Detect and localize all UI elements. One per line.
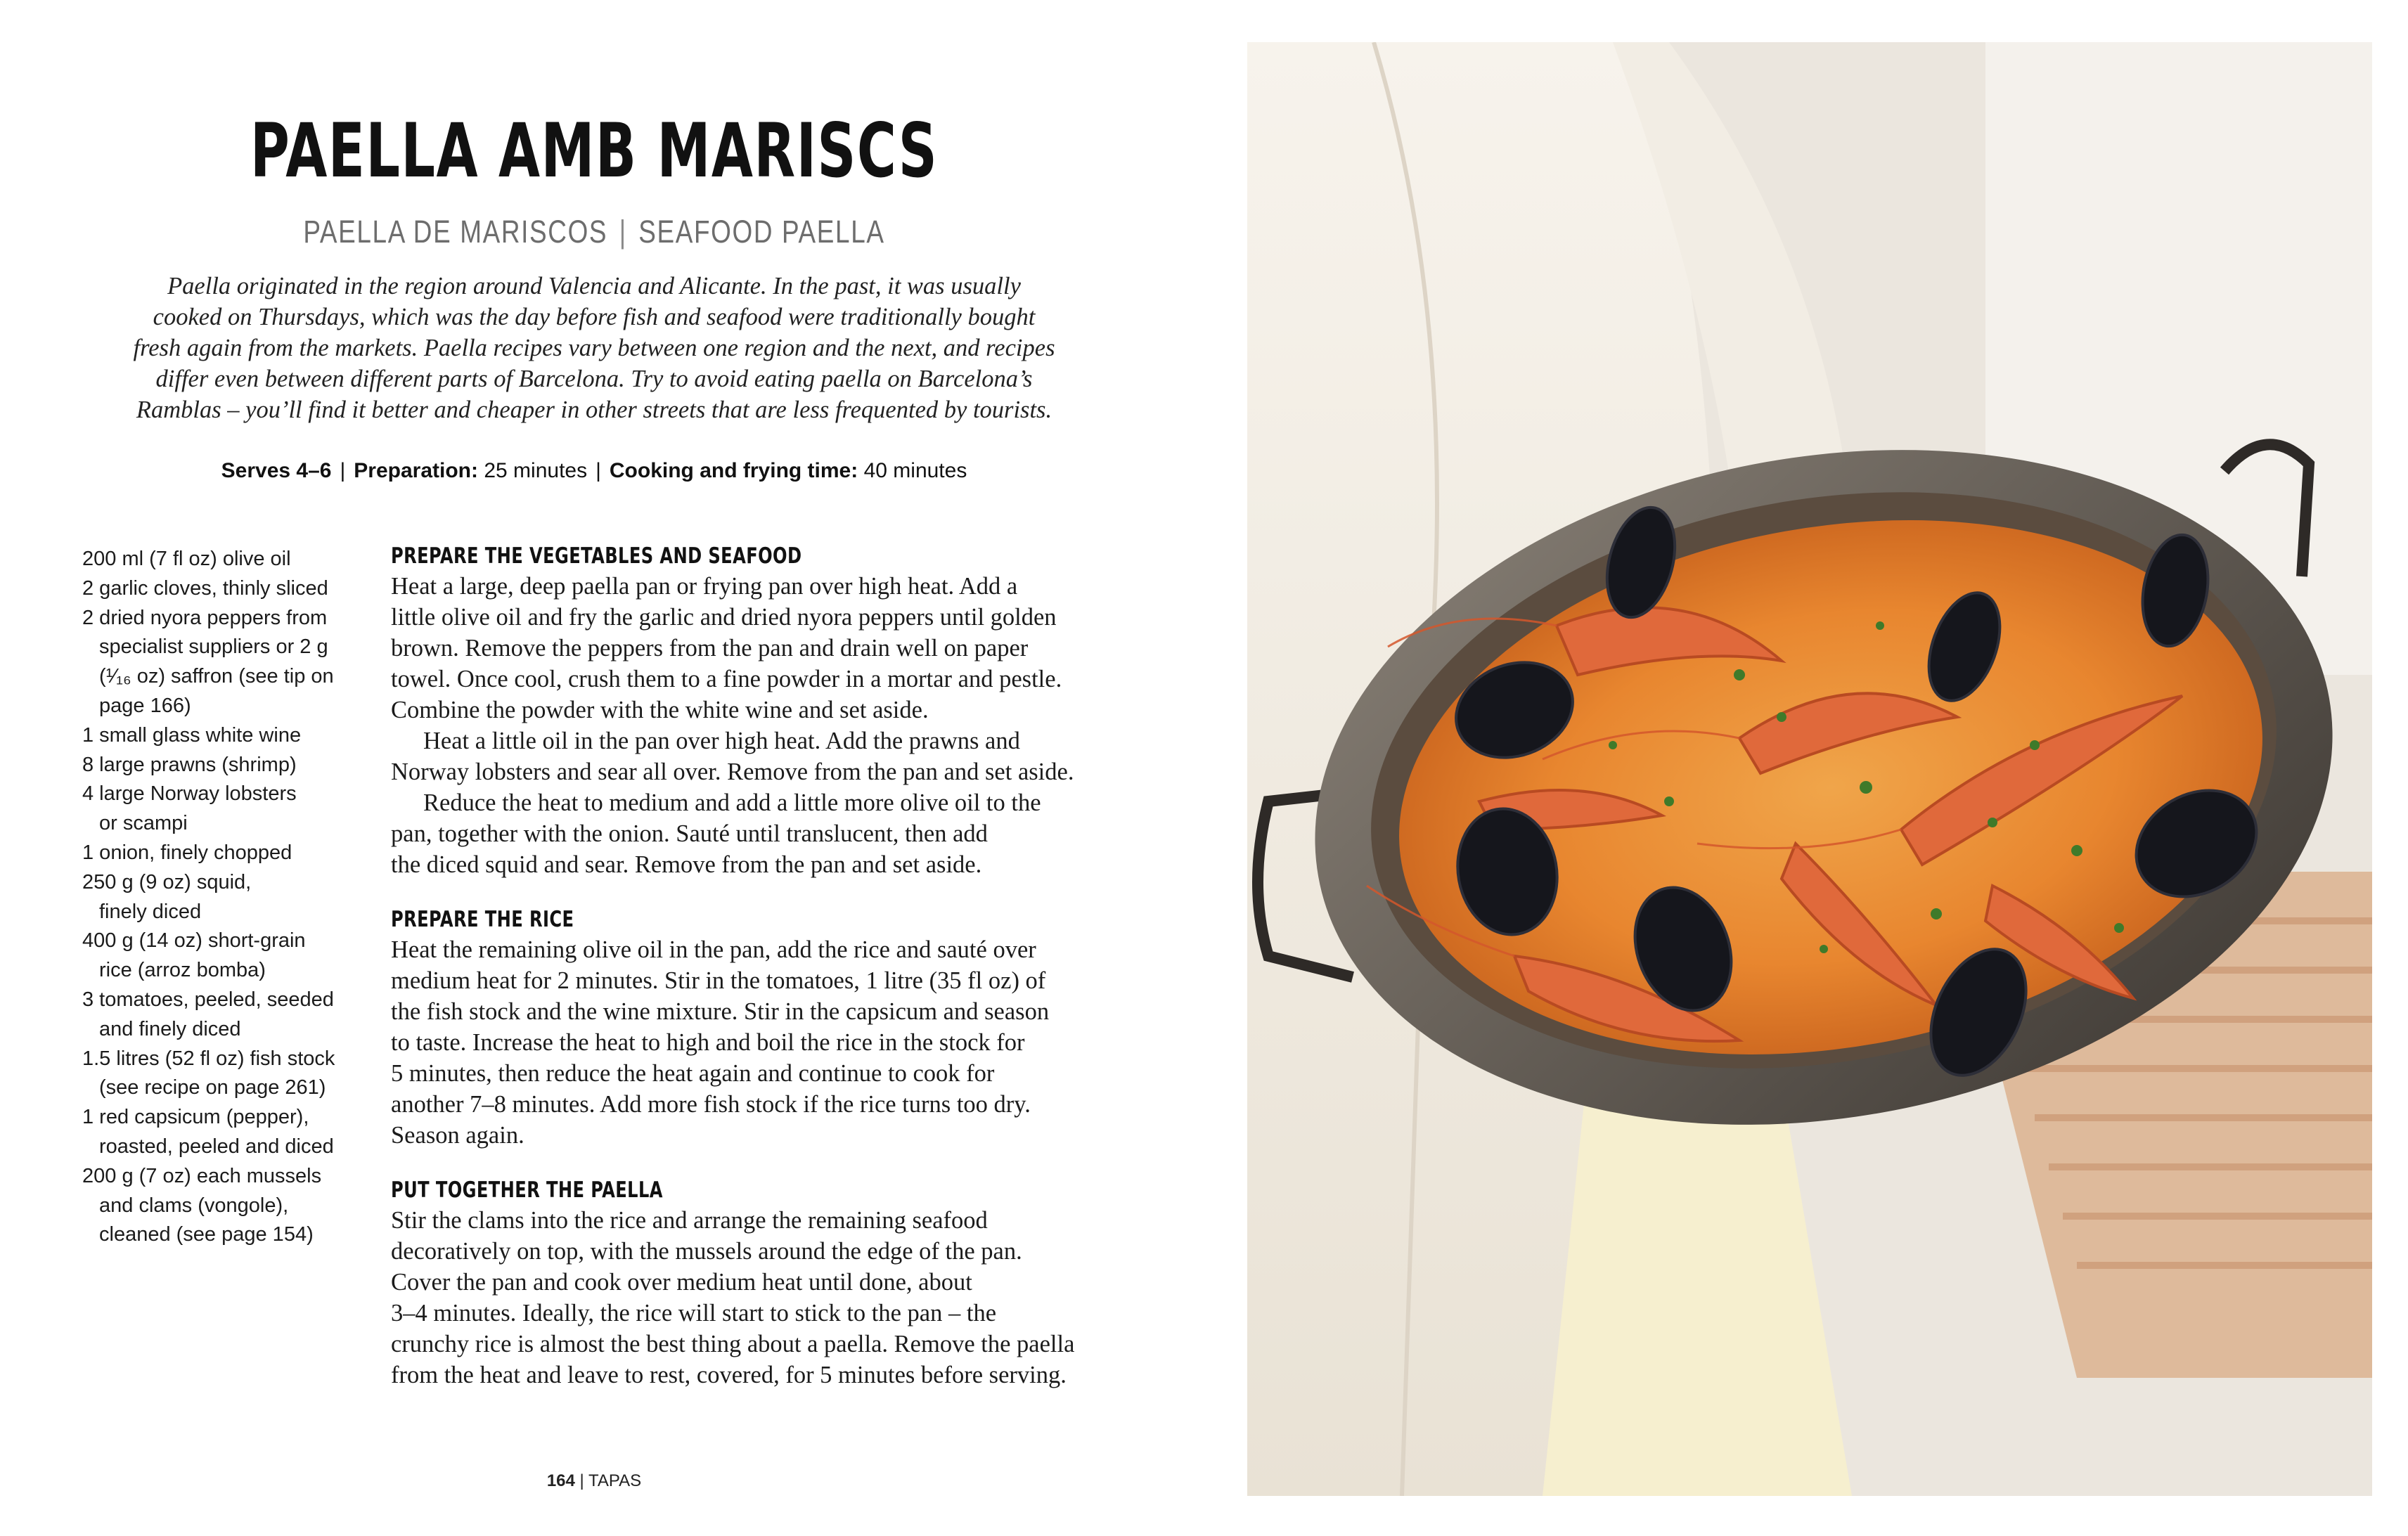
step-heading: PREPARE THE RICE bbox=[391, 907, 574, 932]
ingredient-line: 1 red capsicum (pepper), bbox=[82, 1106, 309, 1129]
section-name: TAPAS bbox=[588, 1471, 642, 1490]
ingredient-line: 1.5 litres (52 fl oz) fish stock bbox=[82, 1047, 335, 1070]
step-text bbox=[391, 934, 1122, 1151]
method-section bbox=[391, 541, 1122, 1390]
step-line: Heat a large, deep paella pan or frying pan over high heat. Add a bbox=[391, 573, 1018, 600]
step-line: the diced squid and sear. Remove from the pan and set aside. bbox=[391, 851, 982, 878]
step-line: another 7–8 minutes. Add more fish stock if the rice turns too dry. bbox=[391, 1091, 1031, 1118]
step-line: 3–4 minutes. Ideally, the rice will start to stick to the pan – the bbox=[391, 1300, 997, 1327]
ingredient-line: 2 dried nyora peppers from bbox=[82, 606, 328, 629]
cook-label: Cooking and frying time: bbox=[609, 459, 858, 482]
step-heading: PUT TOGETHER THE PAELLA bbox=[391, 1177, 663, 1203]
ingredient-line: (see recipe on page 261) bbox=[99, 1076, 326, 1099]
serves-label: Serves 4–6 bbox=[221, 459, 332, 482]
recipe-meta bbox=[0, 457, 1188, 485]
step-line: Season again. bbox=[391, 1122, 524, 1149]
meta-separator: | bbox=[595, 459, 601, 482]
ingredient-line: (¹⁄₁₆ oz) saffron (see tip on bbox=[99, 665, 334, 688]
intro-line: fresh again from the markets. Paella recipes vary between one region and the next, and recipes bbox=[133, 335, 1055, 361]
ingredient-line: 3 tomatoes, peeled, seeded bbox=[82, 988, 334, 1011]
ingredient-line: 400 g (14 oz) short-grain bbox=[82, 929, 306, 953]
step-line: Combine the powder with the white wine and set aside. bbox=[391, 697, 929, 723]
page-footer bbox=[0, 1471, 1188, 1491]
ingredient-line: or scampi bbox=[99, 812, 188, 835]
paella-photo bbox=[1247, 42, 2372, 1496]
ingredient-line: 4 large Norway lobsters bbox=[82, 782, 297, 806]
ingredient-line: finely diced bbox=[99, 900, 202, 923]
prep-label: Preparation: bbox=[354, 459, 478, 482]
step-line: from the heat and leave to rest, covered, for 5 minutes before serving. bbox=[391, 1362, 1067, 1388]
prep-value: 25 minutes bbox=[484, 459, 588, 482]
recipe-subtitle bbox=[107, 211, 1081, 253]
intro-line: Paella originated in the region around Valencia and Alicante. In the past, it was usually bbox=[167, 273, 1021, 299]
subtitle-separator: | bbox=[619, 214, 627, 250]
intro-line: differ even between different parts of Barcelona. Try to avoid eating paella on Barcelona’s bbox=[155, 366, 1033, 392]
step-line: to taste. Increase the heat to high and boil the rice in the stock for bbox=[391, 1029, 1025, 1056]
intro-line: cooked on Thursdays, which was the day before fish and seafood were traditionally bought bbox=[153, 304, 1036, 330]
ingredient-line: 200 ml (7 fl oz) olive oil bbox=[82, 548, 291, 570]
subtitle-spanish: PAELLA DE MARISCOS bbox=[303, 214, 608, 250]
step-line: brown. Remove the peppers from the pan and drain well on paper bbox=[391, 635, 1029, 661]
ingredient-line: 200 g (7 oz) each mussels bbox=[82, 1164, 322, 1187]
ingredient-line: 250 g (9 oz) squid, bbox=[82, 870, 252, 893]
step-line: pan, together with the onion. Sauté until translucent, then add bbox=[391, 820, 988, 847]
ingredient-line: 1 small glass white wine bbox=[82, 723, 302, 747]
ingredient-line: cleaned (see page 154) bbox=[99, 1223, 314, 1246]
step-line: crunchy rice is almost the best thing about a paella. Remove the paella bbox=[391, 1331, 1075, 1357]
step-line: little olive oil and fry the garlic and dried nyora peppers until golden bbox=[391, 604, 1057, 631]
ingredient-line: and finely diced bbox=[99, 1017, 241, 1040]
ingredient-line: 2 garlic cloves, thinly sliced bbox=[82, 576, 328, 600]
intro-line: Ramblas – you’ll find it better and cheaper in other streets that are less frequented by tourists. bbox=[136, 396, 1052, 423]
ingredient-line: rice (arroz bomba) bbox=[99, 959, 266, 982]
step-line: Cover the pan and cook over medium heat until done, about bbox=[391, 1269, 972, 1296]
method-step-vegetables bbox=[391, 541, 1122, 880]
step-line: 5 minutes, then reduce the heat again and continue to cook for bbox=[391, 1060, 995, 1087]
ingredient-line: 1 onion, finely chopped bbox=[82, 841, 292, 864]
step-line: Heat a little oil in the pan over high heat. Add the prawns and bbox=[423, 728, 1020, 754]
ingredient-line: and clams (vongole), bbox=[99, 1194, 289, 1217]
cook-value: 40 minutes bbox=[863, 459, 967, 482]
step-line: medium heat for 2 minutes. Stir in the tomatoes, 1 litre (35 fl oz) of bbox=[391, 967, 1046, 994]
ingredient-line: specialist suppliers or 2 g bbox=[99, 635, 328, 659]
step-line: decoratively on top, with the mussels around the edge of the pan. bbox=[391, 1238, 1022, 1265]
step-line: towel. Once cool, crush them to a fine powder in a mortar and pestle. bbox=[391, 666, 1062, 692]
recipe-title: PAELLA AMB MARISCS bbox=[250, 108, 939, 194]
footer-separator: | bbox=[579, 1471, 584, 1490]
recipe-intro bbox=[120, 271, 1069, 425]
ingredients-list bbox=[82, 545, 378, 1250]
subtitle-english: SEAFOOD PAELLA bbox=[638, 214, 885, 250]
method-step-assemble bbox=[391, 1175, 1122, 1390]
meta-separator: | bbox=[340, 459, 346, 482]
method-step-rice bbox=[391, 905, 1122, 1151]
step-line: Reduce the heat to medium and add a little more olive oil to the bbox=[423, 789, 1041, 816]
step-text bbox=[391, 571, 1122, 880]
page-number: 164 bbox=[546, 1471, 575, 1490]
step-line: Stir the clams into the rice and arrange the remaining seafood bbox=[391, 1207, 988, 1234]
ingredient-line: 8 large prawns (shrimp) bbox=[82, 753, 297, 776]
ingredient-line: page 166) bbox=[99, 694, 191, 717]
ingredient-line: roasted, peeled and diced bbox=[99, 1135, 334, 1158]
step-line: Heat the remaining olive oil in the pan, add the rice and sauté over bbox=[391, 936, 1036, 963]
step-text bbox=[391, 1205, 1122, 1390]
step-line: Norway lobsters and sear all over. Remove from the pan and set aside. bbox=[391, 759, 1074, 785]
step-line: the fish stock and the wine mixture. Stir in the capsicum and season bbox=[391, 998, 1050, 1025]
paella-illustration bbox=[1247, 42, 2372, 1496]
step-heading: PREPARE THE VEGETABLES AND SEAFOOD bbox=[391, 543, 802, 569]
